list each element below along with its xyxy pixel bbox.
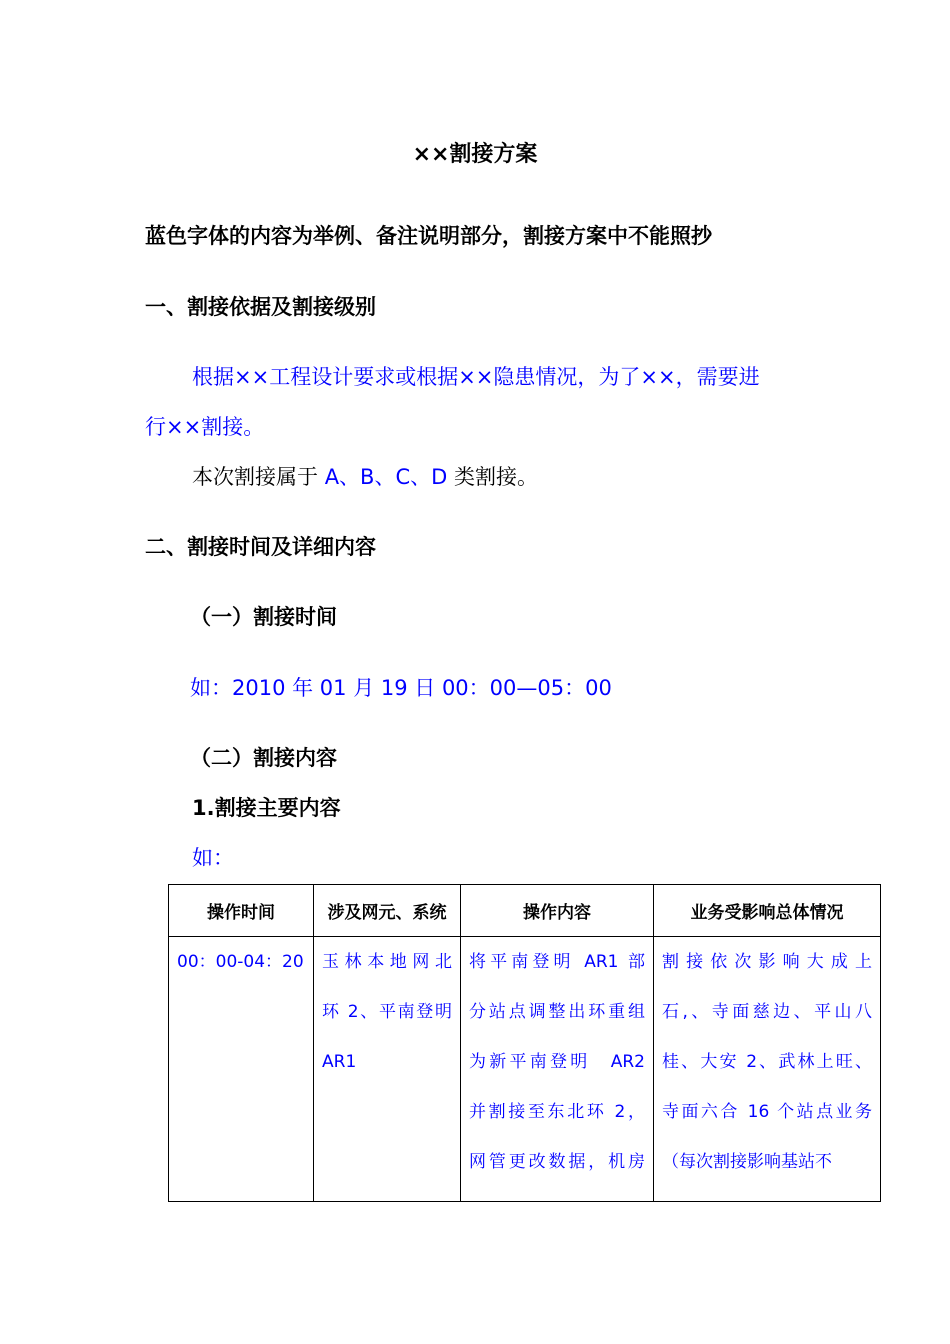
basis-line-1: 根据××工程设计要求或根据××隐患情况，为了××，需要进 xyxy=(192,365,760,389)
cell-line: 环 2、平南登明 xyxy=(322,1002,452,1022)
cell-network-elements xyxy=(314,937,461,1202)
cell-line: 并割接至东北环 2， xyxy=(469,1102,645,1122)
section1-heading: 一、割接依据及割接级别 xyxy=(145,295,376,319)
table-header-row xyxy=(169,885,881,937)
section2-heading: 二、割接时间及详细内容 xyxy=(145,535,376,559)
cell-line: （每次割接影响基站不 xyxy=(662,1152,832,1172)
basis-line-2: 行××割接。 xyxy=(145,415,265,439)
level-line xyxy=(192,461,538,491)
level-value: A、B、C、D xyxy=(324,465,448,489)
cell-line: 桂、大安 2、武林上旺、 xyxy=(662,1052,872,1072)
level-suffix: 类割接。 xyxy=(453,465,538,489)
operations-table xyxy=(168,884,881,1202)
cell-op-time xyxy=(169,937,314,1202)
subsection-content-heading: （二）割接内容 xyxy=(190,746,337,770)
cell-line: AR1 xyxy=(322,1052,357,1072)
item-main-content: 1.割接主要内容 xyxy=(192,796,341,820)
cell-line: 为新平南登明 AR2 xyxy=(469,1052,645,1072)
cell-line: 分站点调整出环重组 xyxy=(469,1002,645,1022)
header-op-time: 操作时间 xyxy=(169,885,314,937)
note-text: 蓝色字体的内容为举例、备注说明部分，割接方案中不能照抄 xyxy=(145,224,712,248)
cell-op-content xyxy=(461,937,654,1202)
cell-line: 割接依次影响大成上 xyxy=(662,952,872,972)
subsection-time-heading: （一）割接时间 xyxy=(190,605,337,629)
cell-impact xyxy=(654,937,881,1202)
cell-line: 寺面六合 16 个站点业务 xyxy=(662,1102,872,1122)
header-impact: 业务受影响总体情况 xyxy=(654,885,881,937)
time-example: 如：2010 年 01 月 19 日 00：00—05：00 xyxy=(190,676,612,700)
level-prefix: 本次割接属于 xyxy=(192,465,318,489)
document-title: ××割接方案 xyxy=(412,142,538,167)
table-row xyxy=(169,937,881,1202)
cell-line: 网管更改数据，机房 xyxy=(469,1152,645,1172)
cell-line: 石,、寺面慈边、平山八 xyxy=(662,1002,872,1022)
header-network-elements: 涉及网元、系统 xyxy=(314,885,461,937)
example-label: 如： xyxy=(192,846,234,870)
header-op-content: 操作内容 xyxy=(461,885,654,937)
cell-line: 将平南登明 AR1 部 xyxy=(469,952,645,972)
cell-line: 玉林本地网北 xyxy=(322,952,452,972)
cell-line: 00：00-04：20 xyxy=(177,952,304,972)
